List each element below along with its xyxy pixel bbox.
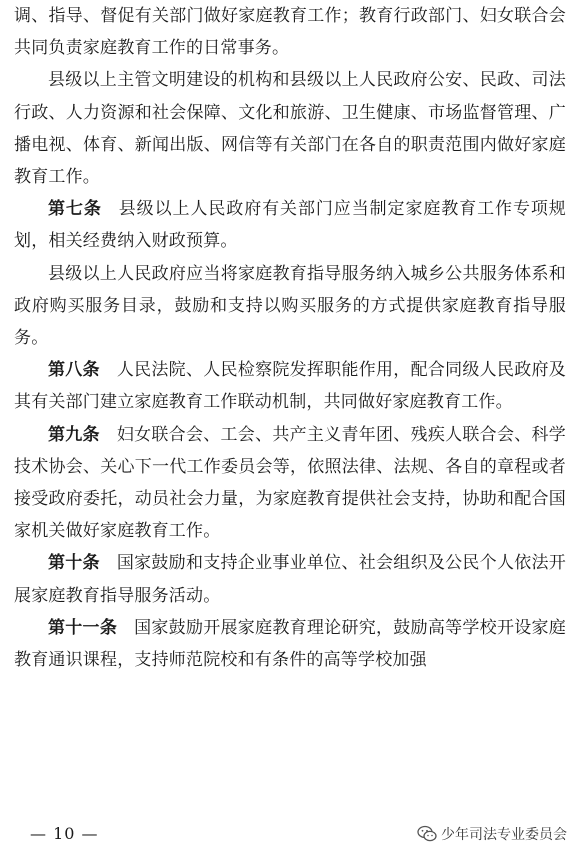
article-9 bbox=[14, 419, 566, 548]
paragraph-1 bbox=[14, 0, 566, 64]
paragraph-text: 人民法院、人民检察院发挥职能作用，配合同级人民政府及其有关部门建立家庭教育工作联动机制，共同做好家庭教育工作。 bbox=[14, 360, 566, 413]
watermark bbox=[417, 824, 567, 844]
paragraph-2 bbox=[14, 64, 566, 193]
article-10 bbox=[14, 547, 566, 611]
paragraph-text: 妇女联合会、工会、共产主义青年团、残疾人联合会、科学技术协会、关心下一代工作委员会等，依照法律、法规、各自的章程或者接受政府委托，动员社会力量，为家庭教育提供社会支持，协助和配合国家机关做好家庭教育工作。 bbox=[14, 424, 566, 542]
paragraph-text: 调、指导、督促有关部门做好家庭教育工作；教育行政部门、妇女联合会共同负责家庭教育工作的日常事务。 bbox=[14, 6, 566, 59]
document-page bbox=[14, 0, 566, 676]
paragraph-4 bbox=[14, 258, 566, 355]
paragraph-text: 国家鼓励开展家庭教育理论研究，鼓励高等学校开设家庭教育通识课程，支持师范院校和有条件的高等学校加强 bbox=[14, 617, 566, 671]
article-7 bbox=[14, 193, 566, 257]
page-number: — 10 — bbox=[30, 824, 99, 843]
article-number: 第七条 bbox=[48, 199, 102, 220]
article-number: 第八条 bbox=[48, 360, 100, 381]
article-number: 第十一条 bbox=[48, 617, 118, 638]
paragraph-text: 县级以上人民政府有关部门应当制定家庭教育工作专项规划，相关经费纳入财政预算。 bbox=[14, 199, 567, 252]
paragraph-text: 国家鼓励和支持企业事业单位、社会组织及公民个人依法开展家庭教育指导服务活动。 bbox=[14, 553, 566, 606]
page-footer bbox=[0, 822, 579, 852]
paragraph-text: 县级以上主管文明建设的机构和县级以上人民政府公安、民政、司法行政、人力资源和社会保障、文化和旅游、卫生健康、市场监督管理、广播电视、体育、新闻出版、网信等有关部门在各自的职责范围内做好家庭教育工作。 bbox=[14, 70, 566, 188]
paragraph-text: 县级以上人民政府应当将家庭教育指导服务纳入城乡公共服务体系和政府购买服务目录，鼓励和支持以购买服务的方式提供家庭教育指导服务。 bbox=[14, 263, 566, 349]
watermark-text: 少年司法专业委员会 bbox=[441, 827, 567, 843]
article-number: 第九条 bbox=[48, 424, 100, 445]
article-number: 第十条 bbox=[48, 553, 100, 574]
wechat-icon bbox=[417, 825, 437, 843]
article-11 bbox=[14, 612, 566, 676]
article-8 bbox=[14, 354, 566, 418]
